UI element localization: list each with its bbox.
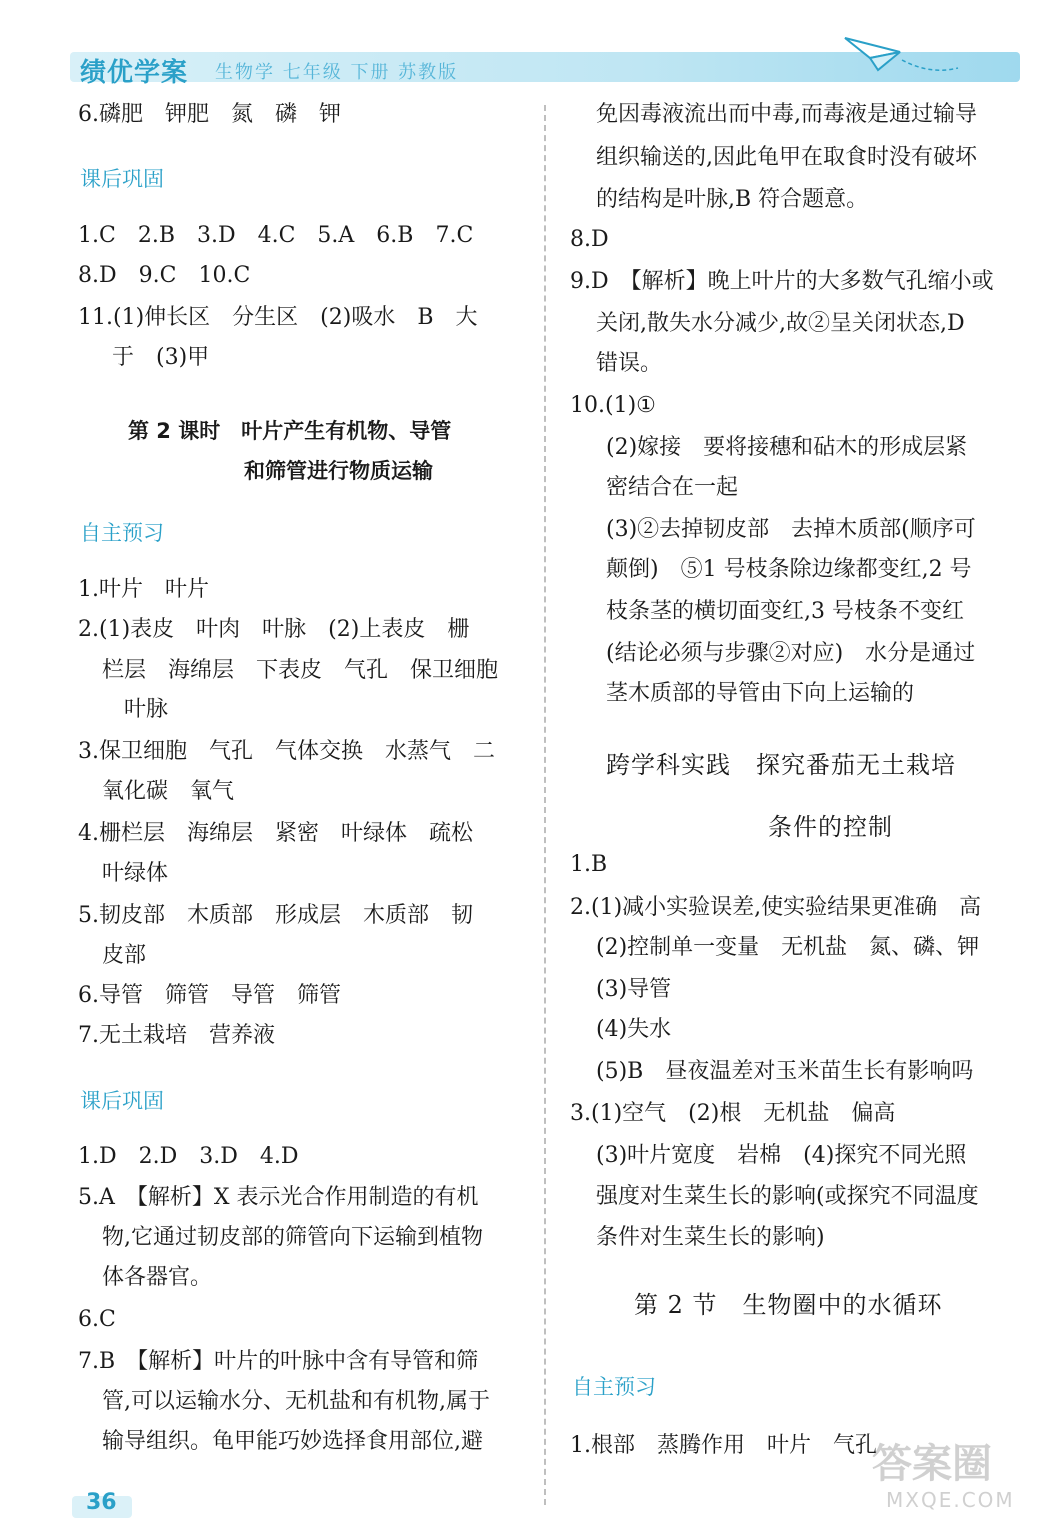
lesson-heading: 第 2 课时 叶片产生有机物、导管 xyxy=(128,419,452,443)
watermark-url: MXQE.COM xyxy=(886,1488,1015,1512)
section-label: 自主预习 xyxy=(80,521,164,545)
answer-line: 输导组织。龟甲能巧妙选择食用部位,避 xyxy=(102,1429,483,1454)
watermark-text: 答案圈 xyxy=(872,1441,992,1487)
answer-line: 条件对生菜生长的影响) xyxy=(596,1225,825,1250)
paper-plane-icon xyxy=(840,30,960,80)
answer-line: 茎木质部的导管由下向上运输的 xyxy=(606,681,915,706)
answer-line: 叶脉 xyxy=(124,697,169,722)
section-label: 自主预习 xyxy=(572,1375,656,1399)
watermark-logo xyxy=(868,1430,1018,1520)
answer-line: (3)叶片宽度 岩棉 (4)探究不同光照 xyxy=(596,1143,967,1168)
answer-line: 8.D xyxy=(570,227,609,252)
answer-line: 5.A 【解析】X 表示光合作用制造的有机 xyxy=(78,1185,479,1210)
answer-line: 关闭,散失水分减少,故②呈关闭状态,D xyxy=(596,311,965,336)
answer-line: 2.(1)表皮 叶肉 叶脉 (2)上表皮 栅 xyxy=(78,617,470,642)
answer-line: 组织输送的,因此龟甲在取食时没有破坏 xyxy=(596,145,977,170)
answer-line: 3.(1)空气 (2)根 无机盐 偏高 xyxy=(570,1101,896,1126)
subject-title: 生物学 七年级 下册 苏教版 xyxy=(215,62,459,83)
page-number: 36 xyxy=(86,1490,117,1515)
answer-line: 4.栅栏层 海绵层 紧密 叶绿体 疏松 xyxy=(78,821,473,846)
answer-line: 1.叶片 叶片 xyxy=(78,577,209,602)
section-label: 课后巩固 xyxy=(80,167,164,191)
answer-line: (2)控制单一变量 无机盐 氮、磷、钾 xyxy=(596,935,980,960)
answer-line: (结论必须与步骤②对应) 水分是通过 xyxy=(606,641,976,666)
practice-heading: 跨学科实践 探究番茄无土栽培 xyxy=(606,751,956,779)
section-label: 课后巩固 xyxy=(80,1089,164,1113)
answer-line: 错误。 xyxy=(596,351,663,376)
answer-line: 11.(1)伸长区 分生区 (2)吸水 B 大 xyxy=(78,305,478,330)
section-heading: 第 2 节 生物圈中的水循环 xyxy=(634,1291,943,1319)
answer-line: 6.磷肥 钾肥 氮 磷 钾 xyxy=(78,102,341,127)
answer-line: 1.D 2.D 3.D 4.D xyxy=(78,1144,299,1169)
answer-line: 10.(1)① xyxy=(570,393,656,418)
answer-line: 氧化碳 氧气 xyxy=(102,779,235,804)
answer-line: 密结合在一起 xyxy=(606,475,739,500)
answer-line: (3)②去掉韧皮部 去掉木质部(顺序可 xyxy=(606,517,976,542)
answer-line: 皮部 xyxy=(102,943,147,968)
answer-line: 栏层 海绵层 下表皮 气孔 保卫细胞 xyxy=(102,658,499,683)
answer-line: 7.无土栽培 营养液 xyxy=(78,1023,275,1048)
answer-line: 的结构是叶脉,B 符合题意。 xyxy=(596,187,869,212)
answer-line: 于 (3)甲 xyxy=(112,345,210,370)
answer-line: 9.D 【解析】晚上叶片的大多数气孔缩小或 xyxy=(570,269,994,294)
answer-line: 1.C 2.B 3.D 4.C 5.A 6.B 7.C xyxy=(78,223,474,248)
answer-line: 体各器官。 xyxy=(102,1265,213,1290)
answer-line: 强度对生菜生长的影响(或探究不同温度 xyxy=(596,1184,979,1209)
answer-line: 管,可以运输水分、无机盐和有机物,属于 xyxy=(102,1389,490,1414)
answer-line: (3)导管 xyxy=(596,977,672,1002)
answer-line: (2)嫁接 要将接穗和砧木的形成层紧 xyxy=(606,435,968,460)
column-divider xyxy=(544,105,546,1505)
lesson-heading: 和筛管进行物质运输 xyxy=(244,459,433,483)
answer-line: 颠倒) ⑤1 号枝条除边缘都变红,2 号 xyxy=(606,557,972,582)
answer-line: 1.B xyxy=(570,852,608,877)
answer-line: 免因毒液流出而中毒,而毒液是通过输导 xyxy=(596,102,977,127)
answer-line: 叶绿体 xyxy=(102,861,169,886)
answer-line: 5.韧皮部 木质部 形成层 木质部 韧 xyxy=(78,903,473,928)
answer-line: 枝条茎的横切面变红,3 号枝条不变红 xyxy=(606,599,964,624)
answer-line: 物,它通过韧皮部的筛管向下运输到植物 xyxy=(102,1225,483,1250)
practice-heading: 条件的控制 xyxy=(768,813,893,841)
answer-line: 7.B 【解析】叶片的叶脉中含有导管和筛 xyxy=(78,1349,479,1374)
answer-line: 2.(1)减小实验误差,使实验结果更准确 高 xyxy=(570,895,982,920)
answer-line: (4)失水 xyxy=(596,1017,672,1042)
answer-line: 3.保卫细胞 气孔 气体交换 水蒸气 二 xyxy=(78,739,495,764)
brand-logo: 绩优学案 xyxy=(80,58,189,88)
answer-line: (5)B 昼夜温差对玉米苗生长有影响吗 xyxy=(596,1059,974,1084)
answer-line: 6.C xyxy=(78,1307,116,1332)
answer-line: 8.D 9.C 10.C xyxy=(78,263,251,288)
answer-line: 1.根部 蒸腾作用 叶片 气孔 xyxy=(570,1433,877,1458)
answer-line: 6.导管 筛管 导管 筛管 xyxy=(78,983,341,1008)
